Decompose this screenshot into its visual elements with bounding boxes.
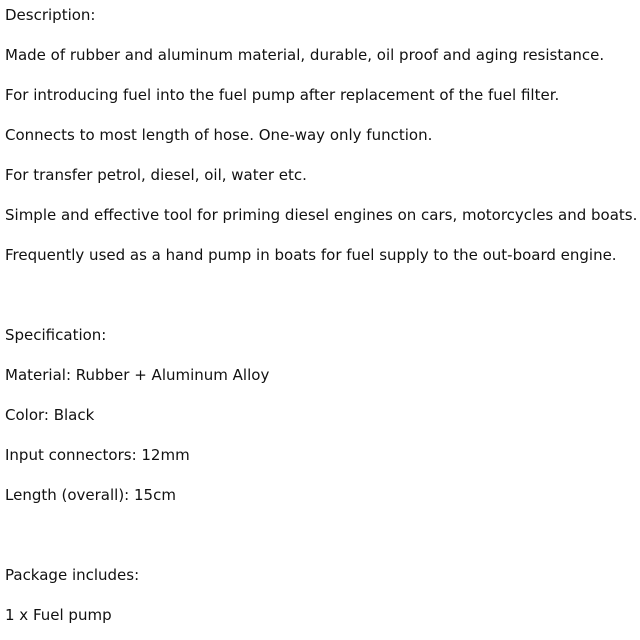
description-line: Frequently used as a hand pump in boats for fuel supply to the out-board engine. <box>5 246 617 264</box>
description-line: Simple and effective tool for priming diesel engines on cars, motorcycles and boats. <box>5 206 638 224</box>
specification-heading: Specification: <box>5 326 107 344</box>
description-line: Connects to most length of hose. One-way only function. <box>5 126 433 144</box>
specification-line: Material: Rubber + Aluminum Alloy <box>5 366 270 384</box>
specification-line: Length (overall): 15cm <box>5 486 176 504</box>
package-heading: Package includes: <box>5 566 140 584</box>
description-line: For introducing fuel into the fuel pump after replacement of the fuel filter. <box>5 86 560 104</box>
description-heading: Description: <box>5 6 96 24</box>
package-line: 1 x Fuel pump <box>5 606 112 624</box>
description-line: Made of rubber and aluminum material, durable, oil proof and aging resistance. <box>5 46 605 64</box>
specification-line: Input connectors: 12mm <box>5 446 190 464</box>
specification-line: Color: Black <box>5 406 95 424</box>
description-line: For transfer petrol, diesel, oil, water etc. <box>5 166 307 184</box>
